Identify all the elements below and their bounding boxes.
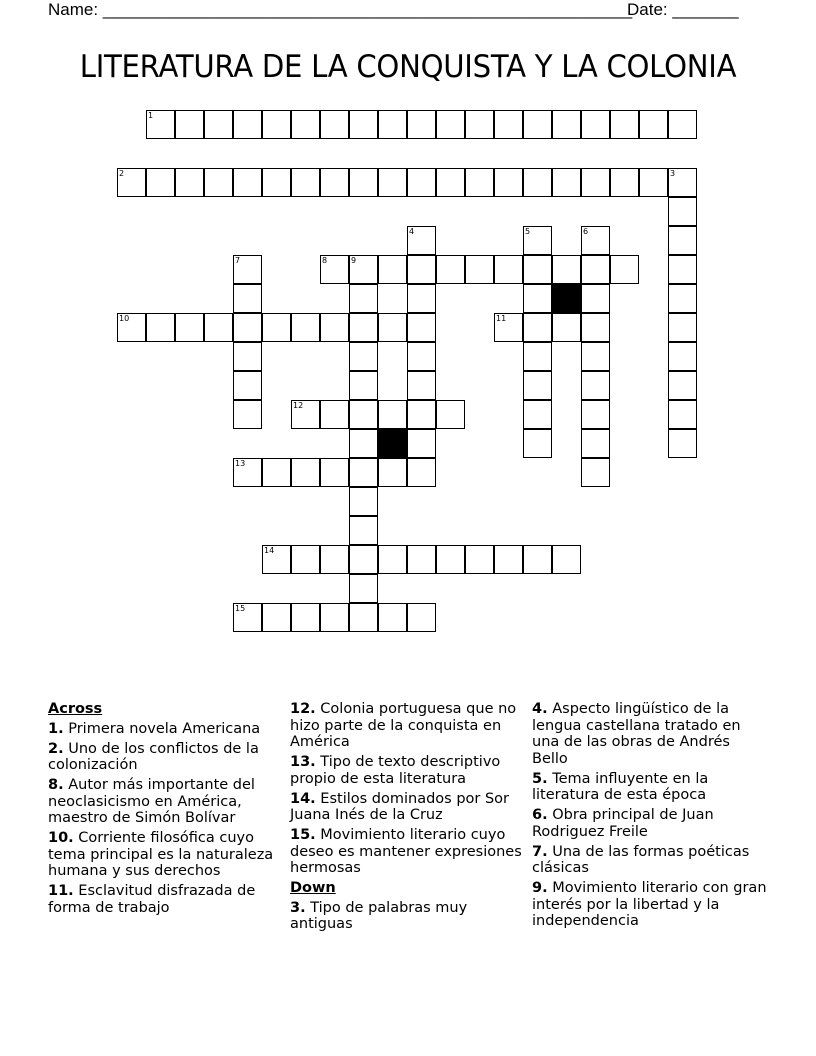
name-field-label: Name: ________________________________________________________ (48, 0, 633, 19)
clue-across-14: 14. Estilos dominados por Sor Juana Inés de la Cruz (290, 790, 510, 823)
grid-cell[interactable] (349, 313, 378, 342)
grid-cell[interactable] (610, 168, 639, 197)
grid-cell[interactable] (349, 603, 378, 632)
grid-cell[interactable] (668, 313, 697, 342)
grid-cell[interactable] (581, 110, 610, 139)
clue-across-1: 1. Primera novela Americana (48, 720, 261, 737)
grid-cell[interactable] (233, 110, 262, 139)
grid-cell[interactable] (610, 110, 639, 139)
cell-number: 3 (670, 169, 676, 178)
grid-cell[interactable] (378, 255, 407, 284)
grid-cell[interactable] (146, 110, 175, 139)
grid-cell[interactable] (523, 400, 552, 429)
grid-cell[interactable] (349, 574, 378, 603)
cell-number: 5 (525, 227, 531, 236)
grid-cell[interactable] (552, 255, 581, 284)
grid-cell[interactable] (494, 545, 523, 574)
grid-cell[interactable] (320, 255, 349, 284)
grid-cell[interactable] (262, 603, 291, 632)
grid-cell[interactable] (349, 458, 378, 487)
grid-cell[interactable] (523, 255, 552, 284)
clue-across-12: 12. Colonia portuguesa que no hizo parte de la conquista en América (290, 701, 517, 750)
grid-cell[interactable] (581, 255, 610, 284)
grid-cell[interactable] (407, 371, 436, 400)
grid-cell[interactable] (581, 284, 610, 313)
grid-cell[interactable] (581, 313, 610, 342)
grid-cell[interactable] (523, 545, 552, 574)
grid-cell[interactable] (407, 226, 436, 255)
grid-cell[interactable] (407, 284, 436, 313)
grid-cell[interactable] (465, 110, 494, 139)
grid-cell[interactable] (146, 168, 175, 197)
grid-cell[interactable] (349, 110, 378, 139)
cell-number: 1 (148, 111, 154, 120)
date-field-label: Date: _______ (627, 0, 739, 19)
grid-cell[interactable] (407, 603, 436, 632)
grid-cell[interactable] (581, 458, 610, 487)
grid-cell[interactable] (349, 487, 378, 516)
grid-cell[interactable] (378, 400, 407, 429)
cell-number: 7 (235, 256, 241, 265)
grid-cell[interactable] (378, 313, 407, 342)
grid-cell[interactable] (262, 313, 291, 342)
grid-cell[interactable] (320, 313, 349, 342)
grid-cell[interactable] (117, 313, 146, 342)
grid-cell[interactable] (523, 371, 552, 400)
grid-cell[interactable] (349, 429, 378, 458)
grid-cell[interactable] (378, 458, 407, 487)
grid-cell[interactable] (233, 458, 262, 487)
grid-cell[interactable] (668, 168, 697, 197)
cell-number: 12 (293, 401, 304, 410)
grid-cell[interactable] (349, 168, 378, 197)
grid-cell[interactable] (581, 226, 610, 255)
clues-column-3 (532, 701, 768, 933)
grid-cell[interactable] (262, 458, 291, 487)
grid-cell[interactable] (436, 255, 465, 284)
grid-cell[interactable] (349, 255, 378, 284)
grid-cell[interactable] (349, 342, 378, 371)
clue-across-15: 15. Movimiento literario cuyo deseo es mantener expresiones hermosas (290, 827, 522, 876)
grid-cell[interactable] (552, 110, 581, 139)
grid-cell[interactable] (436, 400, 465, 429)
grid-cell[interactable] (668, 284, 697, 313)
grid-cell[interactable] (581, 429, 610, 458)
grid-cell[interactable] (233, 371, 262, 400)
cell-number: 8 (322, 256, 328, 265)
grid-cell[interactable] (494, 255, 523, 284)
grid-cell[interactable] (523, 284, 552, 313)
grid-cell[interactable] (668, 226, 697, 255)
grid-cell[interactable] (378, 545, 407, 574)
grid-cell[interactable] (233, 313, 262, 342)
grid-cell[interactable] (233, 342, 262, 371)
grid-cell[interactable] (320, 603, 349, 632)
grid-cell[interactable] (407, 110, 436, 139)
grid-cell[interactable] (407, 168, 436, 197)
grid-cell[interactable] (581, 371, 610, 400)
grid-cell[interactable] (668, 371, 697, 400)
grid-cell[interactable] (436, 110, 465, 139)
clue-across-13: 13. Tipo de texto descriptivo propio de esta literatura (290, 754, 501, 787)
grid-cell[interactable] (349, 284, 378, 313)
page-title: LITERATURA DE LA CONQUISTA Y LA COLONIA (79, 49, 737, 85)
grid-cell[interactable] (639, 168, 668, 197)
grid-cell[interactable] (465, 545, 494, 574)
grid-cell[interactable] (494, 110, 523, 139)
grid-cell[interactable] (581, 400, 610, 429)
clue-down-7: 7. Una de las formas poéticas clásicas (532, 843, 750, 876)
grid-cell[interactable] (349, 371, 378, 400)
grid-cell[interactable] (320, 168, 349, 197)
cell-number: 9 (351, 256, 357, 265)
clue-down-6: 6. Obra principal de Juan Rodriguez Freile (532, 807, 714, 840)
clue-across-8: 8. Autor más importante del neoclasicismo en América, maestro de Simón Bolívar (48, 777, 255, 826)
grid-cell[interactable] (465, 168, 494, 197)
clue-down-4: 4. Aspecto lingüístico de la lengua castellana tratado en una de las obras de Andrés Bello (532, 701, 741, 767)
grid-cell[interactable] (175, 168, 204, 197)
grid-cell[interactable] (581, 342, 610, 371)
grid-cell[interactable] (523, 429, 552, 458)
clue-down-5: 5. Tema influyente en la literatura de esta época (532, 770, 709, 803)
grid-cell[interactable] (552, 313, 581, 342)
grid-cell[interactable] (349, 400, 378, 429)
grid-cell[interactable] (610, 255, 639, 284)
grid-cell[interactable] (668, 110, 697, 139)
cell-number: 15 (235, 604, 246, 613)
grid-cell[interactable] (552, 168, 581, 197)
grid-cell[interactable] (233, 168, 262, 197)
grid-cell[interactable] (204, 110, 233, 139)
grid-cell[interactable] (320, 400, 349, 429)
black-cell (378, 429, 407, 458)
cell-number: 4 (409, 227, 415, 236)
grid-cell[interactable] (407, 458, 436, 487)
grid-cell[interactable] (523, 168, 552, 197)
grid-cell[interactable] (523, 110, 552, 139)
clue-across-11: 11. Esclavitud disfrazada de forma de trabajo (48, 883, 256, 916)
grid-cell[interactable] (291, 545, 320, 574)
clues-column-1 (48, 701, 283, 920)
grid-cell[interactable] (262, 545, 291, 574)
grid-cell[interactable] (262, 110, 291, 139)
grid-cell[interactable] (378, 603, 407, 632)
grid-cell[interactable] (233, 603, 262, 632)
grid-cell[interactable] (146, 313, 175, 342)
down-heading: Down (290, 880, 336, 896)
grid-cell[interactable] (407, 545, 436, 574)
grid-cell[interactable] (407, 313, 436, 342)
grid-cell[interactable] (262, 168, 291, 197)
grid-cell[interactable] (349, 516, 378, 545)
grid-cell[interactable] (204, 168, 233, 197)
grid-cell[interactable] (668, 342, 697, 371)
clue-down-3: 3. Tipo de palabras muy antiguas (290, 899, 468, 932)
grid-cell[interactable] (320, 110, 349, 139)
clue-across-10: 10. Corriente filosófica cuyo tema principal es la naturaleza humana y sus derechos (48, 830, 274, 879)
grid-cell[interactable] (291, 313, 320, 342)
grid-cell[interactable] (523, 313, 552, 342)
grid-cell[interactable] (668, 400, 697, 429)
cell-number: 13 (235, 459, 246, 468)
grid-cell[interactable] (378, 110, 407, 139)
grid-cell[interactable] (175, 313, 204, 342)
grid-cell[interactable] (233, 284, 262, 313)
clue-across-2: 2. Uno de los conflictos de la colonización (48, 740, 259, 773)
grid-cell[interactable] (378, 168, 407, 197)
cell-number: 11 (496, 314, 507, 323)
grid-cell[interactable] (349, 545, 378, 574)
grid-cell[interactable] (668, 255, 697, 284)
grid-cell[interactable] (552, 545, 581, 574)
grid-cell[interactable] (581, 168, 610, 197)
grid-cell[interactable] (668, 197, 697, 226)
grid-cell[interactable] (523, 342, 552, 371)
grid-cell[interactable] (291, 603, 320, 632)
grid-cell[interactable] (291, 110, 320, 139)
grid-cell[interactable] (407, 400, 436, 429)
across-heading: Across (48, 701, 103, 717)
grid-cell[interactable] (465, 255, 494, 284)
grid-cell[interactable] (291, 400, 320, 429)
grid-cell[interactable] (320, 545, 349, 574)
grid-cell[interactable] (494, 313, 523, 342)
grid-cell[interactable] (436, 545, 465, 574)
grid-cell[interactable] (407, 429, 436, 458)
grid-cell[interactable] (320, 458, 349, 487)
clue-down-9: 9. Movimiento literario con gran interés por la libertad y la independencia (532, 880, 767, 929)
clues-column-2 (290, 701, 525, 936)
grid-cell[interactable] (494, 168, 523, 197)
grid-cell[interactable] (175, 110, 204, 139)
grid-cell[interactable] (668, 429, 697, 458)
cell-number: 14 (264, 546, 275, 555)
grid-cell[interactable] (407, 342, 436, 371)
grid-cell[interactable] (291, 458, 320, 487)
grid-cell[interactable] (523, 226, 552, 255)
grid-cell[interactable] (291, 168, 320, 197)
black-cell (552, 284, 581, 313)
grid-cell[interactable] (436, 168, 465, 197)
cell-number: 2 (119, 169, 125, 178)
grid-cell[interactable] (233, 255, 262, 284)
cell-number: 10 (119, 314, 130, 323)
grid-cell[interactable] (204, 313, 233, 342)
grid-cell[interactable] (639, 110, 668, 139)
grid-cell[interactable] (117, 168, 146, 197)
grid-cell[interactable] (233, 400, 262, 429)
cell-number: 6 (583, 227, 589, 236)
grid-cell[interactable] (407, 255, 436, 284)
